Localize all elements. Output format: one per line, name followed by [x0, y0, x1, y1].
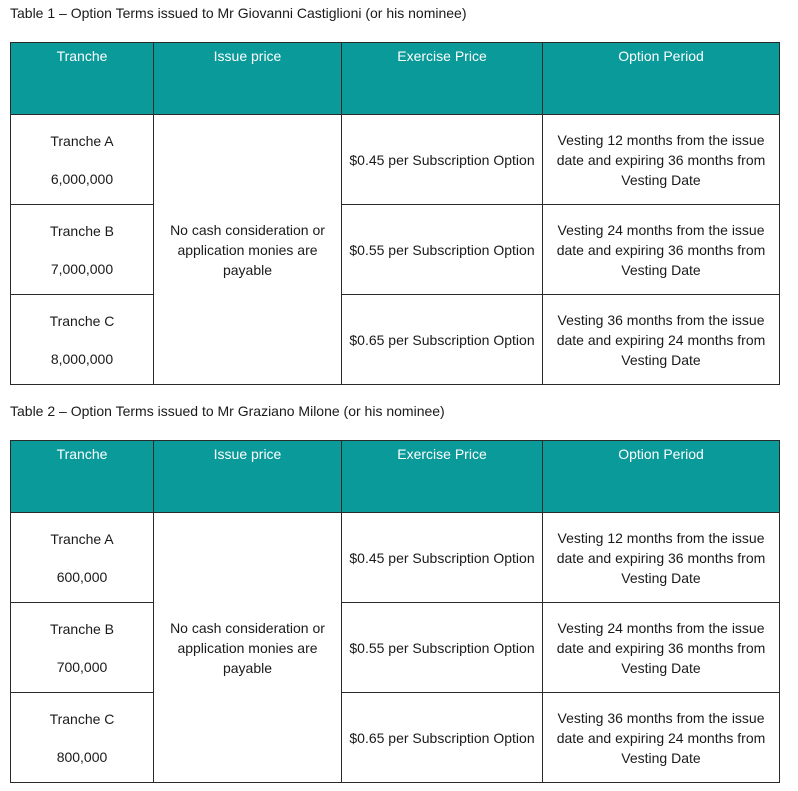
tranche-cell: [11, 205, 154, 295]
tranche-name: Tranche B: [49, 620, 115, 637]
table-row: [11, 513, 780, 603]
tranche-quantity: 7,000,000: [50, 260, 114, 277]
table-row: [11, 115, 780, 205]
issue-price-value: No cash consideration or application monies are payable: [154, 115, 342, 385]
exercise-price-value: $0.45 per Subscription Option: [342, 513, 543, 603]
tranche-cell: [11, 603, 154, 693]
option-period-value: Vesting 12 months from the issue date and expiring 36 months from Vesting Date: [543, 513, 780, 603]
header-exercise-price: Exercise Price: [342, 441, 543, 513]
header-option-period: Option Period: [543, 441, 780, 513]
table-2: [10, 440, 780, 783]
tranche-cell: [11, 295, 154, 385]
option-period-value: Vesting 36 months from the issue date and expiring 24 months from Vesting Date: [543, 693, 780, 783]
header-issue-price: Issue price: [154, 441, 342, 513]
option-period-value: Vesting 12 months from the issue date and expiring 36 months from Vesting Date: [543, 115, 780, 205]
table-row: [11, 693, 780, 783]
issue-price-value: No cash consideration or application monies are payable: [154, 513, 342, 783]
exercise-price-value: $0.65 per Subscription Option: [342, 693, 543, 783]
tranche-quantity: 6,000,000: [50, 170, 114, 187]
tranche-quantity: 8,000,000: [50, 350, 114, 367]
tranche-name: Tranche A: [50, 132, 114, 149]
tranche-name: Tranche B: [49, 222, 115, 239]
tranche-name: Tranche A: [50, 530, 114, 547]
exercise-price-value: $0.65 per Subscription Option: [342, 295, 543, 385]
tranche-quantity: 800,000: [56, 748, 108, 765]
table-1: [10, 42, 780, 385]
header-exercise-price: Exercise Price: [342, 43, 543, 115]
tranche-cell: [11, 513, 154, 603]
tranche-name: Tranche C: [49, 312, 115, 329]
header-option-period: Option Period: [543, 43, 780, 115]
exercise-price-value: $0.45 per Subscription Option: [342, 115, 543, 205]
header-tranche: Tranche: [11, 441, 154, 513]
tranche-quantity: 700,000: [56, 658, 108, 675]
header-issue-price: Issue price: [154, 43, 342, 115]
tranche-cell: [11, 693, 154, 783]
table-header-row: [11, 441, 780, 513]
table-1-caption: Table 1 – Option Terms issued to Mr Giovanni Castiglioni (or his nominee): [10, 5, 467, 21]
tranche-name: Tranche C: [49, 710, 115, 727]
table-row: [11, 603, 780, 693]
table-header-row: [11, 43, 780, 115]
header-tranche: Tranche: [11, 43, 154, 115]
tranche-cell: [11, 115, 154, 205]
option-period-value: Vesting 24 months from the issue date and expiring 36 months from Vesting Date: [543, 205, 780, 295]
option-period-value: Vesting 36 months from the issue date and expiring 24 months from Vesting Date: [543, 295, 780, 385]
exercise-price-value: $0.55 per Subscription Option: [342, 603, 543, 693]
table-row: [11, 295, 780, 385]
exercise-price-value: $0.55 per Subscription Option: [342, 205, 543, 295]
tranche-quantity: 600,000: [56, 568, 108, 585]
table-row: [11, 205, 780, 295]
table-2-caption: Table 2 – Option Terms issued to Mr Graziano Milone (or his nominee): [10, 403, 445, 419]
option-period-value: Vesting 24 months from the issue date and expiring 36 months from Vesting Date: [543, 603, 780, 693]
